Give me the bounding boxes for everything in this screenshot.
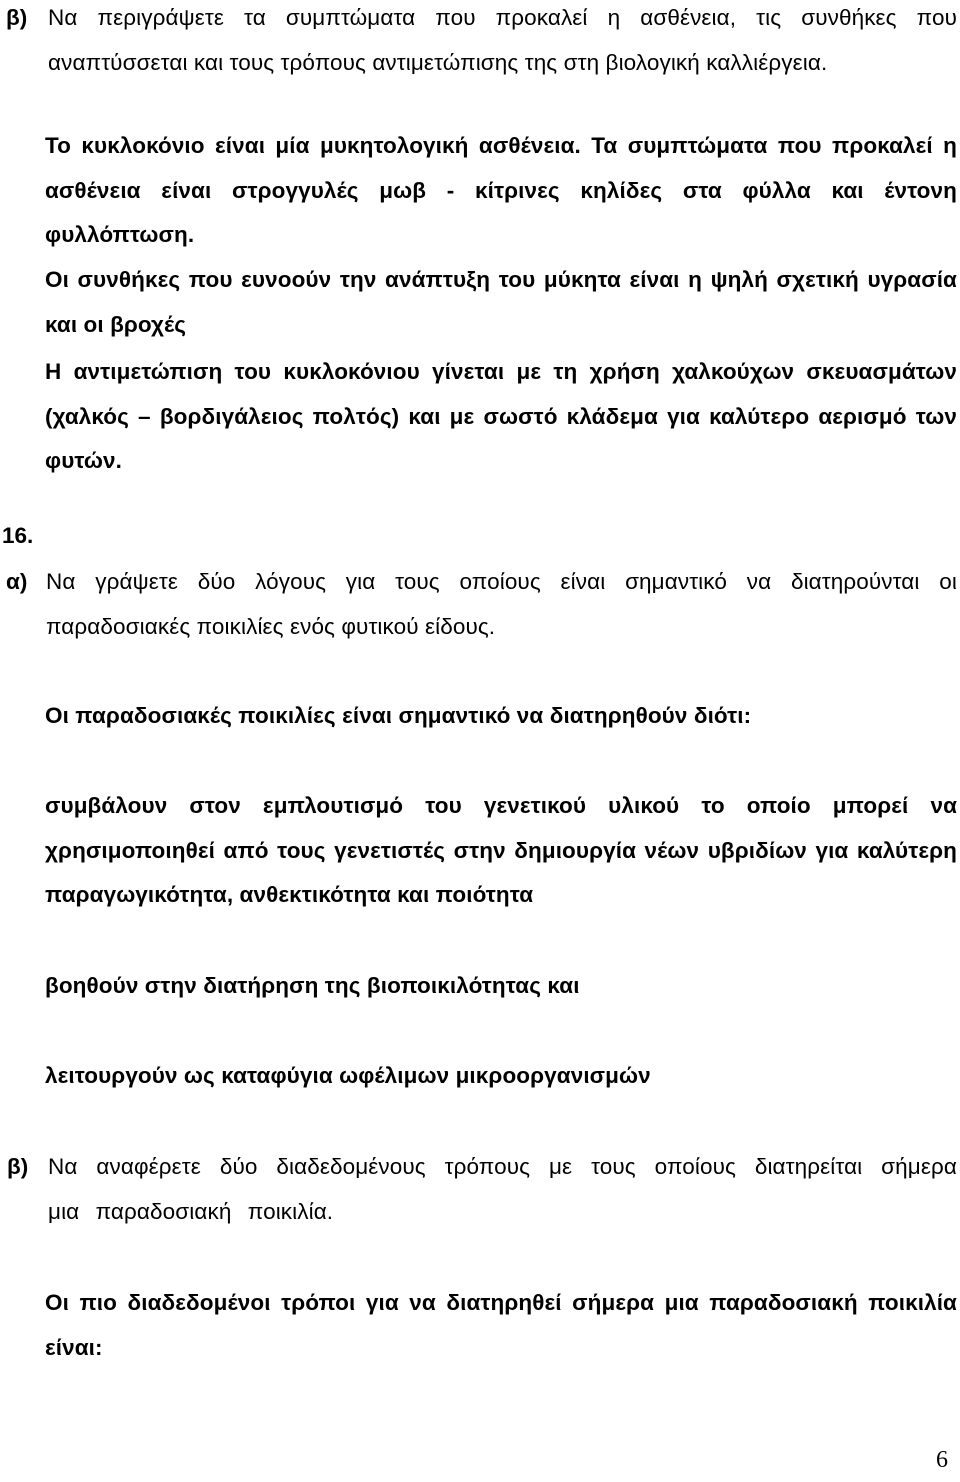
answer-reason-refuges: λειτουργούν ως καταφύγια ωφέλιμων μικροοργανισμών: [45, 1063, 651, 1088]
question-text: Να περιγράψετε τα συμπτώματα που προκαλεί η ασθένεια, τις συνθήκες που αναπτύσσεται και τους τρόπους αντιμετώπισης της στη βιολογική καλλιέργεια.: [48, 5, 957, 75]
question-number: 16.: [2, 523, 34, 548]
page-number: 6: [936, 1447, 948, 1473]
question-text: Να γράψετε δύο λόγους για τους οποίους είναι σημαντικό να διατηρούνται οι παραδοσιακές ποικιλίες ενός φυτικού είδους.: [46, 569, 957, 639]
question-label-b: β): [6, 5, 28, 30]
question-text: Να αναφέρετε δύο διαδεδομένους τρόπους με τους οποίους διατηρείται σήμερα μια παραδοσιακή ποικιλία.: [48, 1154, 957, 1224]
answer-paragraph-conditions: Οι συνθήκες που ευνοούν την ανάπτυξη του μύκητα είναι η ψηλή σχετική υγρασία και οι βροχές: [45, 267, 957, 337]
answer-paragraph-treatment: Η αντιμετώπιση του κυκλοκόνιου γίνεται με τη χρήση χαλκούχων σκευασμάτων (χαλκός – βορδιγάλειος πολτός) και με σωστό κλάδεμα για καλύτερο αερισμό των φυτών.: [45, 359, 957, 473]
answer-reason-biodiversity: βοηθούν στην διατήρηση της βιοποικιλότητας και: [45, 973, 580, 998]
question-label-a: α): [6, 569, 28, 594]
answer-paragraph-symptoms: Το κυκλοκόνιο είναι μία μυκητολογική ασθένεια. Τα συμπτώματα που προκαλεί η ασθένεια είναι στρογγυλές μωβ - κίτρινες κηλίδες στα φύλλα και έντονη φυλλόπτωση.: [45, 133, 957, 247]
answer-reason-genetic-material: συμβάλουν στον εμπλουτισμό του γενετικού υλικού το οποίο μπορεί να χρησιμοποιηθεί από τους γενετιστές στην δημιουργία νέων υβριδίων για καλύτερη παραγωγικότητα, ανθεκτικότητα και ποιότητα: [45, 793, 957, 907]
answer-intro: Οι παραδοσιακές ποικιλίες είναι σημαντικό να διατηρηθούν διότι:: [45, 703, 752, 728]
answer-paragraph-methods: Οι πιο διαδεδομένοι τρόποι για να διατηρηθεί σήμερα μια παραδοσιακή ποικιλία είναι:: [45, 1290, 957, 1360]
question-label-b: β): [7, 1154, 29, 1179]
